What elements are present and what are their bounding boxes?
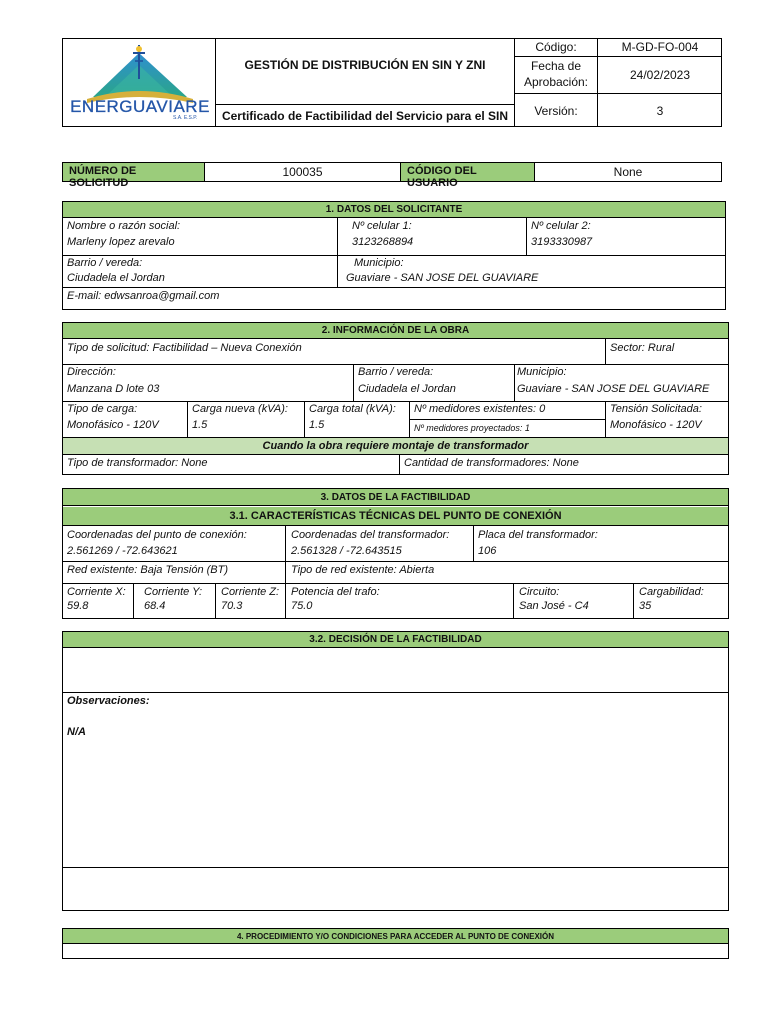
factibilidad-subtitle: 3.1. CARACTERÍSTICAS TÉCNICAS DEL PUNTO DE CONEXIÓN [63, 507, 728, 526]
obra-municipio-label: Municipio: [517, 366, 567, 378]
fecha-label-line-1: Fecha de [530, 59, 582, 73]
coord-trafo-label: Coordenadas del transformador: [291, 529, 450, 541]
obra-barrio-label: Barrio / vereda: [358, 366, 434, 378]
carga-nueva-value: 1.5 [192, 419, 208, 431]
obra-municipio-value: Guaviare - SAN JOSE DEL GUAVIARE [517, 383, 710, 395]
fecha-value: 24/02/2023 [629, 68, 691, 82]
tipo-red-cell: Tipo de red existente: Abierta [291, 564, 435, 576]
tension-value: Monofásico - 120V [610, 419, 702, 431]
solicitante-rule-2 [62, 287, 726, 288]
municipio-label: Municipio: [354, 257, 404, 269]
decision-footer-field[interactable] [63, 868, 728, 910]
obra-barrio-cell [354, 365, 514, 401]
obra-municipio-cell [513, 365, 728, 401]
potencia-cell [287, 585, 513, 618]
version-value: 3 [656, 103, 664, 118]
header-subtitle: Certificado de Factibilidad del Servicio para el SIN [216, 104, 514, 127]
barrio-value: Ciudadela el Jordan [67, 272, 165, 284]
carga-nueva-label: Carga nueva (kVA): [192, 403, 288, 415]
decision-rule-1 [62, 692, 729, 693]
celular2-label: Nº celular 2: [531, 220, 591, 232]
corriente-z-label: Corriente Z: [221, 586, 280, 598]
nombre-label: Nombre o razón social: [67, 220, 181, 232]
factibilidad-title: 3. DATOS DE LA FACTIBILIDAD [63, 489, 728, 506]
circuito-cell [515, 585, 633, 618]
fact-divider-6 [285, 583, 286, 619]
corriente-x-label: Corriente X: [67, 586, 126, 598]
logo-suffix: S.A. E.S.P. [173, 115, 198, 121]
tipo-carga-cell [63, 402, 187, 436]
nombre-value: Marleny lopez arevalo [67, 236, 175, 248]
corriente-z-value: 70.3 [221, 600, 243, 612]
placa-cell [474, 528, 728, 560]
carga-nueva-cell [188, 402, 304, 436]
coord-punto-value: 2.561269 / -72.643621 [67, 545, 178, 557]
carga-total-value: 1.5 [309, 419, 325, 431]
direccion-label: Dirección: [67, 366, 116, 378]
corriente-x-cell [63, 585, 133, 618]
codigo-label: Código: [535, 40, 577, 54]
carga-total-cell [305, 402, 409, 436]
numero-solicitud-label: NÚMERO DE SOLICITUD [63, 163, 204, 181]
solicitante-title: 1. DATOS DEL SOLICITANTE [63, 202, 725, 218]
fecha-label [515, 58, 597, 93]
corriente-x-value: 59.8 [67, 600, 89, 612]
red-existente-cell: Red existente: Baja Tensión (BT) [67, 564, 229, 576]
obra-barrio-value: Ciudadela el Jordan [358, 383, 456, 395]
fact-divider-3 [285, 561, 286, 583]
barrio-label: Barrio / vereda: [67, 257, 143, 269]
procedimiento-title: 4. PROCEDIMIENTO Y/O CONDICIONES PARA ACCEDER AL PUNTO DE CONEXIÓN [63, 929, 728, 944]
celular1-value: 3123268894 [352, 236, 414, 248]
municipio-value: Guaviare - SAN JOSE DEL GUAVIARE [346, 272, 539, 284]
header-title: GESTIÓN DE DISTRIBUCIÓN EN SIN Y ZNI [244, 58, 486, 72]
cargabilidad-cell [635, 585, 728, 618]
circuito-label: Circuito: [519, 586, 560, 598]
placa-label: Placa del transformador: [478, 529, 598, 541]
celular2-value: 3193330987 [531, 236, 593, 248]
direccion-cell [63, 365, 353, 401]
celular2-cell [527, 219, 725, 254]
fact-rule-2 [62, 583, 729, 584]
medidores-existentes-cell: Nº medidores existentes: 0 [414, 403, 546, 415]
corriente-y-cell [140, 585, 215, 618]
tipo-transformador-cell: Tipo de transformador: None [67, 457, 208, 469]
codigo-value: M-GD-FO-004 [621, 40, 699, 54]
tipo-carga-value: Monofásico - 120V [67, 419, 159, 431]
celular1-label: Nº celular 1: [352, 220, 412, 232]
fact-divider-1 [285, 526, 286, 561]
codigo-usuario-value: None [613, 165, 643, 179]
corriente-y-value: 68.4 [144, 600, 166, 612]
codigo-usuario-label: CÓDIGO DEL USUARIO [401, 163, 534, 181]
observaciones-label: Observaciones: [67, 695, 150, 707]
logo-wordmark: ENERGUAVIARE [70, 97, 210, 116]
circuito-value: San José - C4 [519, 600, 589, 612]
placa-value: 106 [478, 545, 497, 557]
corriente-z-cell [217, 585, 285, 618]
observaciones-value: N/A [67, 726, 86, 738]
tipo-solicitud-cell: Tipo de solicitud: Factibilidad – Nueva Conexión [67, 342, 302, 354]
barrio-cell [63, 256, 337, 287]
potencia-label: Potencia del trafo: [291, 586, 380, 598]
decision-field[interactable] [63, 649, 728, 691]
procedimiento-field[interactable] [63, 945, 728, 958]
fact-divider-8 [633, 583, 634, 619]
potencia-value: 75.0 [291, 600, 313, 612]
coord-trafo-cell [287, 528, 473, 560]
email-cell: E-mail: edwsanroa@gmail.com [67, 290, 220, 302]
sector-cell: Sector: Rural [610, 342, 675, 354]
cargabilidad-label: Cargabilidad: [639, 586, 704, 598]
medidores-proyectados-cell: Nº medidores proyectados: 1 [414, 423, 530, 433]
direccion-value: Manzana D lote 03 [67, 383, 160, 395]
corriente-y-label: Corriente Y: [144, 586, 203, 598]
tipo-carga-label: Tipo de carga: [67, 403, 138, 415]
fact-divider-4 [133, 583, 134, 619]
carga-total-label: Carga total (kVA): [309, 403, 396, 415]
fact-divider-5 [215, 583, 216, 619]
coord-punto-label: Coordenadas del punto de conexión: [67, 529, 247, 541]
fecha-label-line-2: Aprobación: [523, 75, 589, 89]
solicitante-divider-1 [337, 218, 338, 255]
transformador-heading: Cuando la obra requiere montaje de transformador [63, 438, 728, 455]
coord-punto-cell [63, 528, 285, 560]
version-label: Versión: [534, 103, 578, 118]
cantidad-transformadores-cell: Cantidad de transformadores: None [404, 457, 579, 469]
tension-label: Tensión Solicitada: [610, 403, 702, 415]
municipio-cell [342, 256, 726, 287]
company-logo [63, 39, 215, 126]
nombre-cell [63, 219, 337, 254]
decision-title: 3.2. DECISIÓN DE LA FACTIBILIDAD [63, 632, 728, 648]
celular1-cell [348, 219, 526, 254]
cargabilidad-value: 35 [639, 600, 652, 612]
tension-cell [606, 402, 728, 436]
fact-rule-1 [62, 561, 729, 562]
obra-title: 2. INFORMACIÓN DE LA OBRA [63, 323, 728, 339]
coord-trafo-value: 2.561328 / -72.643515 [291, 545, 402, 557]
numero-solicitud-value: 100035 [282, 165, 323, 179]
fact-divider-7 [513, 583, 514, 619]
solicitante-divider-3 [337, 255, 338, 287]
